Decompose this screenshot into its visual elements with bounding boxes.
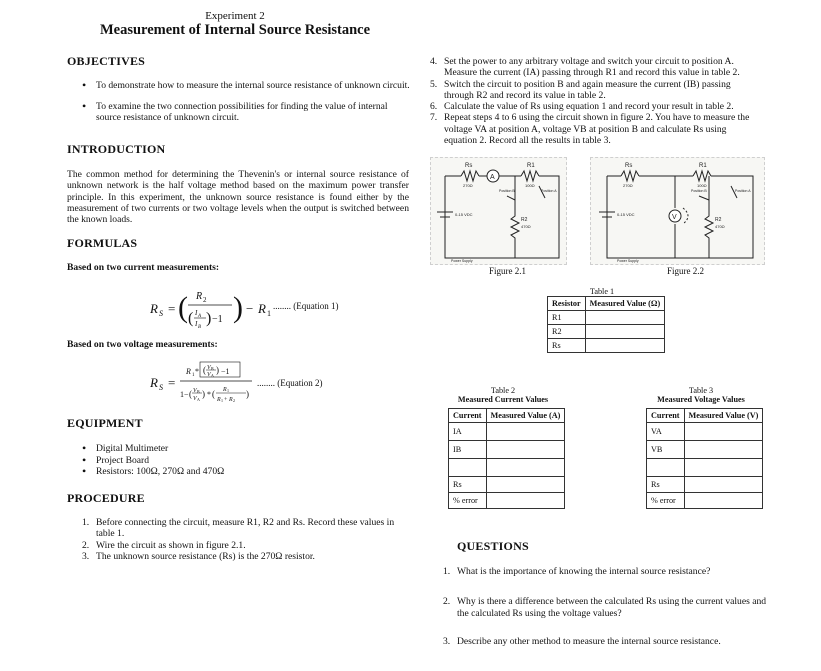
step-text: The unknown source resistance (Rs) is the 270Ω resistor. bbox=[96, 550, 315, 562]
table-cell: VB bbox=[647, 441, 685, 459]
svg-text:B: B bbox=[198, 325, 202, 330]
table-cell bbox=[486, 459, 565, 477]
current-formula-heading: Based on two current measurements: bbox=[67, 262, 220, 273]
fig1-r1-value: 100Ω bbox=[525, 183, 535, 188]
svg-text:I: I bbox=[195, 309, 198, 317]
experiment-label: Experiment 2 bbox=[205, 10, 265, 22]
svg-text:B: B bbox=[197, 389, 200, 394]
question-number: 3. bbox=[443, 635, 451, 647]
procedure-heading: PROCEDURE bbox=[67, 491, 145, 505]
fig1-power-supply-label: Power Supply bbox=[451, 259, 473, 263]
procedure-step bbox=[82, 551, 407, 562]
table-header-cell: Resistor bbox=[548, 297, 586, 311]
svg-text:V: V bbox=[207, 365, 211, 371]
table-cell: % error bbox=[647, 493, 685, 509]
svg-text:*: * bbox=[195, 367, 199, 376]
svg-text:A: A bbox=[211, 373, 214, 378]
introduction-text: The common method for determining the Thevenin's or internal source resistance of unknown network is the half voltage method based on the maximum power transfer principle. In this experiment, the unknown source resistance is found either by the measurement of two currents or two voltage levels when the output is switched between the known loads. bbox=[67, 169, 409, 226]
question-item bbox=[443, 596, 778, 619]
svg-text:S: S bbox=[159, 383, 163, 392]
svg-text:R: R bbox=[196, 291, 203, 302]
fig1-supply-label: 0-15 VDC bbox=[455, 212, 473, 217]
equipment-item: • Resistors: 100Ω, 270Ω and 470Ω bbox=[82, 466, 382, 478]
table-row bbox=[449, 441, 565, 459]
figure-2-1-graphic bbox=[431, 158, 568, 266]
step-text: Set the power to any arbitrary voltage and switch your circuit to position A. Measure the current (IA) passing through R1 and record this value in table 2. bbox=[444, 56, 740, 79]
table-row bbox=[647, 477, 763, 493]
table-cell bbox=[449, 459, 487, 477]
svg-text:V: V bbox=[207, 372, 211, 378]
svg-text:R: R bbox=[217, 397, 221, 403]
table-2 bbox=[448, 408, 565, 509]
step-text: Wire the circuit as shown in figure 2.1. bbox=[96, 539, 246, 551]
table-2-subtitle: Measured Current Values bbox=[457, 395, 549, 404]
svg-text:−: − bbox=[246, 301, 254, 316]
table-row bbox=[647, 459, 763, 477]
ammeter-label: A bbox=[490, 174, 495, 181]
svg-text:R: R bbox=[229, 397, 233, 403]
table-row bbox=[548, 311, 665, 325]
fig2-r2-value: 470Ω bbox=[715, 224, 725, 229]
svg-text:R: R bbox=[223, 387, 227, 393]
table-header-cell: Measured Value (V) bbox=[684, 409, 763, 423]
equipment-item: • Digital Multimeter bbox=[82, 443, 382, 455]
procedure-step bbox=[430, 101, 750, 112]
table-cell: % error bbox=[449, 493, 487, 509]
table-header-cell: Current bbox=[647, 409, 685, 423]
table-cell: R1 bbox=[548, 311, 586, 325]
table-cell bbox=[585, 311, 665, 325]
svg-text:*: * bbox=[207, 390, 211, 399]
procedure-list-right bbox=[430, 56, 750, 146]
procedure-step bbox=[82, 540, 407, 551]
fig2-supply-label: 0-15 VDC bbox=[617, 212, 635, 217]
question-text: Describe any other method to measure the internal source resistance. bbox=[457, 635, 721, 647]
objectives-list bbox=[82, 80, 412, 124]
table-cell bbox=[684, 459, 763, 477]
svg-text:+: + bbox=[224, 397, 228, 403]
svg-text:1: 1 bbox=[221, 398, 223, 403]
step-number: 1. bbox=[82, 517, 90, 528]
step-number: 4. bbox=[430, 56, 438, 67]
fig1-rs-label: Rs bbox=[465, 163, 473, 169]
svg-text:R: R bbox=[150, 301, 158, 316]
equipment-item: • Project Board bbox=[82, 455, 382, 467]
figure-2-2-circuit bbox=[590, 157, 765, 265]
svg-text:R: R bbox=[186, 367, 191, 376]
table-1 bbox=[547, 296, 665, 353]
svg-text:−1: −1 bbox=[212, 314, 223, 325]
fig1-r2-label: R2 bbox=[521, 217, 528, 223]
table-cell: VA bbox=[647, 423, 685, 441]
table-cell: IB bbox=[449, 441, 487, 459]
document-title: Measurement of Internal Source Resistance bbox=[99, 22, 371, 38]
step-number: 7. bbox=[430, 112, 438, 124]
svg-text:I: I bbox=[195, 320, 198, 328]
equation-1-graphic bbox=[150, 282, 380, 332]
fig2-rs-label: Rs bbox=[625, 163, 633, 169]
table-cell bbox=[684, 423, 763, 441]
figure-2-2-graphic bbox=[591, 158, 766, 266]
step-text: Repeat steps 4 to 6 using the circuit shown in figure 2. You have to measure the voltage VA at position A, voltage VB at position B and calculate Rs using equation 2. Record all the results in table 3. bbox=[444, 112, 750, 147]
question-item bbox=[443, 636, 778, 647]
table-3 bbox=[646, 408, 763, 509]
table-cell: Rs bbox=[647, 477, 685, 493]
table-row bbox=[449, 423, 565, 441]
step-text: Before connecting the circuit, measure R1, R2 and Rs. Record these values in table 1. bbox=[96, 517, 395, 540]
table-cell bbox=[684, 493, 763, 509]
svg-text:1: 1 bbox=[267, 309, 271, 318]
table-cell bbox=[585, 339, 665, 353]
svg-text:2: 2 bbox=[203, 296, 207, 304]
svg-text:R: R bbox=[258, 301, 266, 316]
svg-text:=: = bbox=[168, 301, 176, 316]
table-cell bbox=[486, 441, 565, 459]
fig2-rs-value: 270Ω bbox=[623, 183, 633, 188]
svg-text:(: ( bbox=[203, 365, 206, 375]
voltage-formula-heading: Based on two voltage measurements: bbox=[67, 339, 218, 350]
table-cell bbox=[486, 423, 565, 441]
introduction-heading: INTRODUCTION bbox=[67, 142, 166, 156]
fig1-position-b: Position B bbox=[499, 189, 515, 193]
svg-text:(: ( bbox=[188, 310, 194, 327]
questions-heading: QUESTIONS bbox=[457, 539, 529, 553]
fig1-r1-label: R1 bbox=[527, 163, 535, 169]
table-cell bbox=[684, 441, 763, 459]
svg-text:A: A bbox=[198, 314, 202, 319]
question-number: 1. bbox=[443, 566, 451, 577]
svg-text:(: ( bbox=[212, 389, 215, 399]
procedure-step bbox=[430, 79, 750, 102]
svg-text:S: S bbox=[159, 309, 163, 318]
table-header-row bbox=[647, 409, 763, 423]
svg-text:−1: −1 bbox=[221, 367, 230, 376]
svg-text:): ) bbox=[233, 291, 243, 324]
procedure-step bbox=[82, 517, 407, 540]
table-header-row bbox=[449, 409, 565, 423]
objective-item: • To examine the two connection possibilities for finding the value of internal source resistance of unknown circuit. bbox=[82, 101, 412, 124]
step-text: Switch the circuit to position B and again measure the current (IB) passing through R2 and record its value in table 2. bbox=[444, 78, 731, 101]
svg-text:1−: 1− bbox=[180, 390, 189, 399]
svg-text:A: A bbox=[197, 397, 200, 402]
step-number: 2. bbox=[82, 539, 90, 551]
equation-1-label: ........ (Equation 1) bbox=[273, 301, 339, 311]
table-3-caption: Table 3 bbox=[688, 386, 714, 395]
table-header-cell: Measured Value (A) bbox=[486, 409, 565, 423]
table-cell: Rs bbox=[548, 339, 586, 353]
procedure-list-left bbox=[82, 517, 407, 562]
svg-text:(: ( bbox=[178, 291, 188, 324]
svg-text:1: 1 bbox=[227, 388, 229, 393]
table-1-caption: Table 1 bbox=[589, 287, 615, 296]
table-header-cell: Current bbox=[449, 409, 487, 423]
step-number: 6. bbox=[430, 101, 438, 113]
fig2-power-supply-label: Power Supply bbox=[617, 259, 639, 263]
fig2-position-a: Position A bbox=[735, 189, 751, 193]
svg-text:(: ( bbox=[189, 389, 192, 399]
question-text: What is the importance of knowing the internal source resistance? bbox=[457, 566, 711, 577]
fig1-rs-value: 270Ω bbox=[463, 183, 473, 188]
table-row bbox=[449, 477, 565, 493]
table-cell bbox=[585, 325, 665, 339]
procedure-step bbox=[430, 112, 750, 146]
figure-2-2-caption: Figure 2.2 bbox=[667, 266, 704, 276]
svg-text:R: R bbox=[150, 375, 158, 390]
equipment-list bbox=[82, 443, 382, 478]
fig2-r1-label: R1 bbox=[699, 163, 707, 169]
step-number: 5. bbox=[430, 78, 438, 90]
table-row bbox=[548, 339, 665, 353]
equation-1 bbox=[150, 282, 380, 332]
table-2-caption: Table 2 bbox=[490, 386, 516, 395]
equipment-heading: EQUIPMENT bbox=[67, 416, 143, 430]
question-text: Why is there a difference between the calculated Rs using the current values and the calculated Rs using the voltage values? bbox=[457, 596, 767, 619]
fig1-position-a: Position A bbox=[541, 189, 557, 193]
table-cell bbox=[647, 459, 685, 477]
table-cell: R2 bbox=[548, 325, 586, 339]
fig2-r2-label: R2 bbox=[715, 217, 722, 223]
objectives-heading: OBJECTIVES bbox=[67, 54, 146, 68]
table-row bbox=[647, 423, 763, 441]
svg-text:): ) bbox=[246, 389, 249, 399]
fig1-r2-value: 470Ω bbox=[521, 224, 531, 229]
table-header-cell: Measured Value (Ω) bbox=[585, 297, 665, 311]
table-cell: Rs bbox=[449, 477, 487, 493]
step-number: 3. bbox=[82, 550, 90, 562]
svg-text:1: 1 bbox=[192, 373, 195, 378]
formulas-heading: FORMULAS bbox=[67, 236, 138, 250]
fig2-position-b: Position B bbox=[691, 189, 707, 193]
question-number: 2. bbox=[443, 596, 451, 608]
table-row bbox=[449, 493, 565, 509]
table-cell bbox=[684, 477, 763, 493]
table-row bbox=[449, 459, 565, 477]
svg-text:): ) bbox=[216, 365, 219, 375]
step-text: Calculate the value of Rs using equation 1 and record your result in table 2. bbox=[444, 101, 734, 113]
table-cell: IA bbox=[449, 423, 487, 441]
fig2-r1-value: 100Ω bbox=[697, 183, 707, 188]
figure-2-1-circuit bbox=[430, 157, 567, 265]
svg-text:V: V bbox=[193, 388, 197, 394]
questions-list bbox=[443, 566, 778, 647]
svg-text:V: V bbox=[193, 396, 197, 402]
svg-text:=: = bbox=[168, 375, 176, 390]
table-row bbox=[647, 493, 763, 509]
svg-text:B: B bbox=[211, 366, 214, 371]
svg-text:2: 2 bbox=[233, 398, 235, 403]
voltmeter-label: V bbox=[672, 214, 677, 221]
table-header-row bbox=[548, 297, 665, 311]
table-3-subtitle: Measured Voltage Values bbox=[657, 395, 745, 404]
table-row bbox=[548, 325, 665, 339]
equation-2-label: ........ (Equation 2) bbox=[257, 378, 323, 388]
figure-2-1-caption: Figure 2.1 bbox=[489, 266, 526, 276]
table-row bbox=[647, 441, 763, 459]
objective-item: • To demonstrate how to measure the internal source resistance of unknown circuit. bbox=[82, 80, 412, 92]
question-item bbox=[443, 566, 778, 577]
procedure-step bbox=[430, 56, 750, 79]
table-cell bbox=[486, 477, 565, 493]
svg-text:): ) bbox=[202, 389, 205, 399]
svg-text:): ) bbox=[206, 310, 212, 327]
table-cell bbox=[486, 493, 565, 509]
